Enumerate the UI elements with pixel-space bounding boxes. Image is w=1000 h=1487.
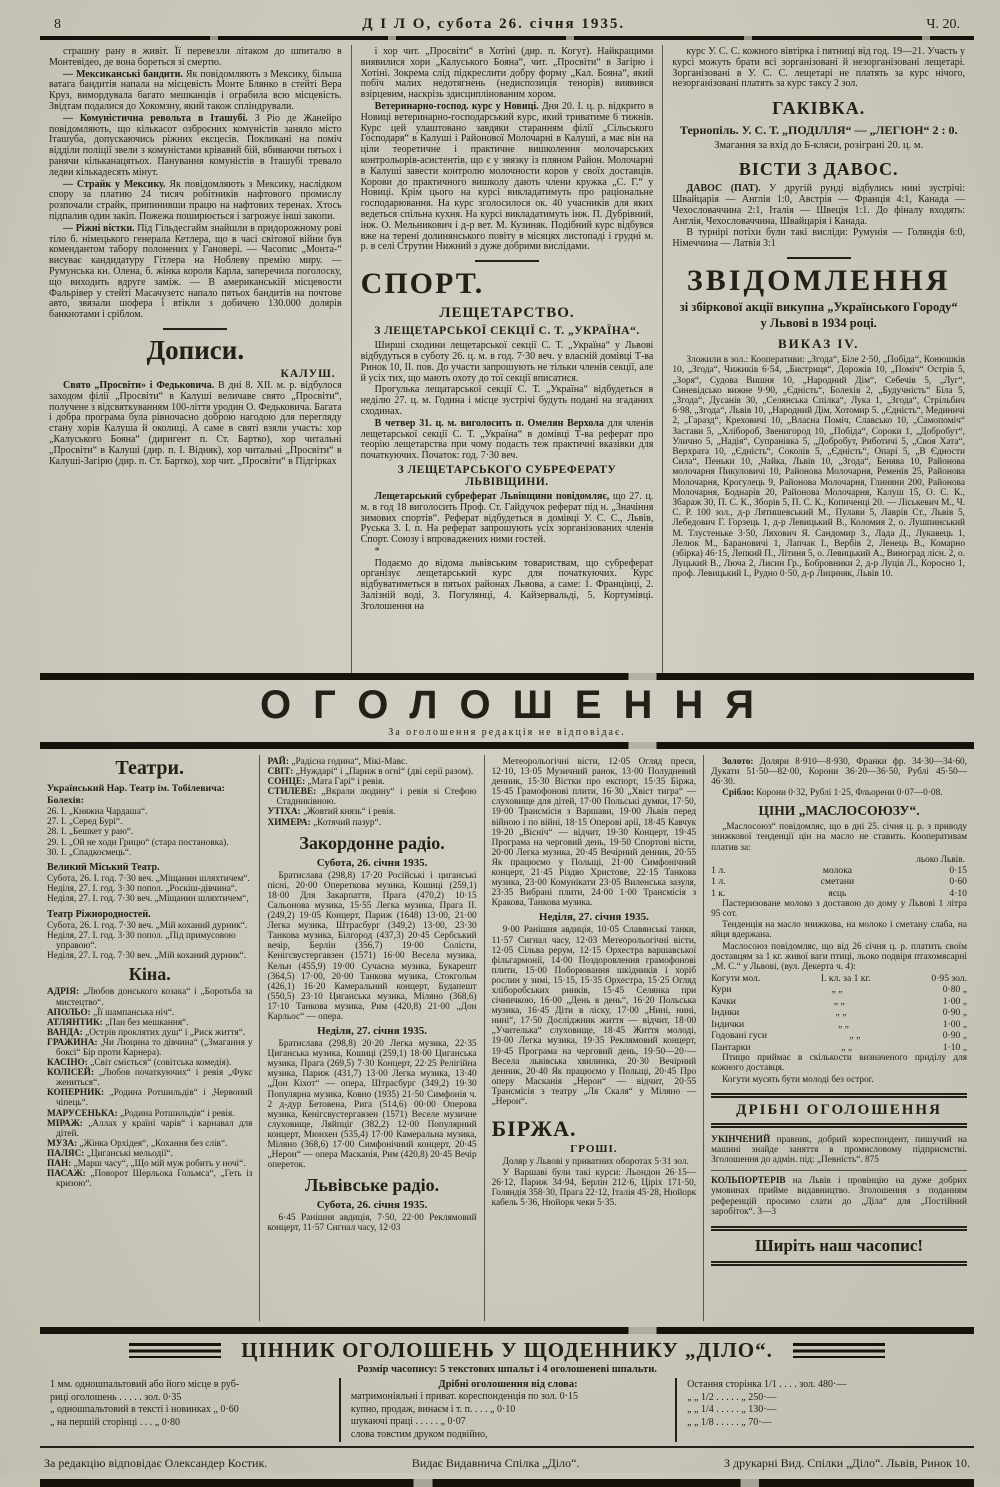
- heavy-rule: [40, 742, 974, 749]
- list-item: 1 л. сметани 0·60: [711, 876, 967, 888]
- cinema-listings-continued: [267, 757, 476, 828]
- radio-day-header: Неділя, 27. січня 1935.: [317, 1025, 428, 1038]
- announcements-title: ОГОЛОШЕННЯ: [260, 683, 776, 727]
- theater-name: Театр Ріжнородностей.: [47, 908, 151, 920]
- list-item: 1 мм. одношпальтовий або його місце в руб-: [50, 1379, 240, 1390]
- list-item: шукаючі праці . . . . . „ 0·07: [350, 1416, 466, 1427]
- donations-list: [672, 355, 965, 579]
- list-item: „ на першій сторінці . . . „ 0·80: [50, 1416, 181, 1428]
- column-news: [40, 45, 351, 673]
- list-item: „ одношпальтовий в тексті і новинках „ 0·60: [50, 1404, 239, 1415]
- radio-program-continued: Метеорольогічні вісти, 12·05 Огляд преси, 12·10, 13·05 Музичний ранок, 13·00 Полудневий денник, 15·30 Вістки про експорт, 15·35 Біржа, 15·45 Грамофонові плити, 16·30 „Хвіст тигра“ — слуховище для дітей, 17·00 Польські думки, 17·50, 19·00 Трансмісія з Варшави, 19·00 Львів перед війною і по війні, 18·15 Оперові арії, 18·45 Кавчук 19·20 „Вісніч“ — відчит, 19·30 Концерт, 19·45 Програма на черговий день, 19·50 Спортові вісти, 20·00 Легка музика, 20·45 Вечірний денник, 20·55 Як працюємо у Польщі, 21·00 Симфонічний концерт, 21·45 Різдво Христове, 22·15 Танкова музика, 23·00 Комунікати 23·05 Виленська зазуля, 23·35 Вибрані плити, 24·00 1·00 Трансмісія з Кракова, Танкова музика.: [491, 757, 697, 909]
- list-item: „ „ 1/4 . . . . . „ 130·—: [687, 1404, 777, 1415]
- list-item: МУЗА: „Жінка Орхідея“, „Кохання без слів“.: [47, 1138, 228, 1149]
- list-item: Птицю приймає в скількости визначеного приділу для кожного доставця.: [711, 1053, 967, 1074]
- radio-program: Братислава (298,8) 20·20 Легка музика, 22·35 Циганська музика, Кошиці (259,1) 18·00 Циганська музика, Прага (269,5) 7·30 Концерт, 22·25 Релігійна музика, Париж (431,7) 13·00 Легка музика, 13·40 „Дон Кіхот“ — опера, Штрасбург (349,2) 19·30 Популярна музика, Ковно (1935) 21·50 Симфонія ч. 2 д-дур Бетовена, Рига (514,6) 00·00 Оперова музика, Кенігсвустергавзен (1571) Веселе музичне слуховище, Ляйпціг (382,2) 12·00 Популярний концерт, Мюнхен (535,4) 17·00 Камеральна музика, Міляно (368,6) 17·00 Симфонічний концерт, 20·45 „Нерон“ — опера Масканія, Рим (420,8) 20·45 Вечір опереток.: [267, 1039, 477, 1171]
- section-divider: [163, 328, 227, 330]
- section-subheading: З ЛЕЩЕТАРСЬКОЇ СЕКЦІЇ С. Т. „УКРАЇНА“.: [374, 325, 640, 338]
- list-item: Когути мусять бути молоді без острог.: [722, 1074, 874, 1085]
- list-item: В четвер 31. ц. м. виголосить п. Омелян Верхола для членів лещетарської секції С. Т. „Україна“ в домівці Т-ва реферат про теорію лещетарства при чому подасть теж практичні вказівки для початкуючих. Початок: год. 7·30 веч.: [360, 417, 654, 462]
- list-item: Неділя, 27. І. год. 3·30 попол. „Під примусовою управою“.: [47, 930, 236, 952]
- list-item: — Мексиканські бандити. Як повідомляють з Мексику, більша ватага бандитів напала на місцевість Монте Блянко в стейті Вера Круз, вимордувала багато мешканців і ограбила всю місцевість. Звідтам подалися до Хокомзну, який також спліндрували.: [49, 68, 342, 112]
- heavy-rule: [40, 1327, 974, 1334]
- ad-rates-middle-header: Дрібні оголошення від слова:: [438, 1379, 578, 1390]
- radio-day-header: Субота, 26. січня 1935.: [316, 1199, 428, 1212]
- list-item: 28. І. „Бешкет у раю“.: [47, 827, 134, 838]
- list-item: риці оголошень . . . . . зол. 0·35: [50, 1391, 182, 1403]
- list-item: Субота, 26. І. год. 7·30 веч. „Мій коханий дурник“.: [47, 920, 248, 931]
- column-theaters: [40, 755, 259, 1321]
- list-item: — Ріжні вістки. Під Гільдесгайм знайшли в придорожному рові тіло б. німецького генерала Кетлера, що в часі світової війни був комендантом табору полонених у Гановері. — Часопис „Монта-“ висуває кандидатуру Гітлера на Ноблеву премію миру. — Румунська кн. Олена, б. жінка короля Карла, заперечила поголоску, що виходить вдруге заміж. — В американській місцевости Фальрівер у стейті Масачузетс напало пятьох бандитів на почтове авто, звязали шофера і втікли з добичею 130.000 долярів банкнотами і сріблом.: [49, 222, 342, 321]
- list-item: Пантарки „ „ 1·10 „: [711, 1041, 967, 1053]
- list-item: *: [374, 545, 380, 557]
- davos-body: [672, 184, 965, 250]
- list-item: АДРІЯ: „Любов донського козака“ і „Боротьба за мистецтво“.: [47, 987, 253, 1008]
- dopysy-heading: Дописи.: [146, 334, 245, 365]
- list-item: ПАН: „Марш часу“, „Що мій муж робить у ночі“.: [47, 1159, 246, 1170]
- list-item: Індики „ „ 0·90 „: [711, 1007, 967, 1019]
- theater-name: Великий Міський Театр.: [47, 862, 160, 874]
- column-sport: [351, 45, 663, 673]
- list-item: КОЛЬПОРТЕРІВ на Львів і провінцію на дуже добрих умовинах прийме видавництво. Зголошення з поданням референцій просимо слати до „Діла“ для „Постійний заробіток“. 3—3: [711, 1170, 967, 1217]
- match-note: Змагання за вхід до Б-кляси, розіграні 20. ц. м.: [714, 140, 924, 152]
- list-item: курс У. С. С. кожного вівтірка і пятниці від год. 19—21. Участь у курсі можуть брати всі зорганізовані й незорганізовані лещетарі. Зорганізовані в У. С. С. лещетарі не платять за курс нічого, незорганізовані платять за курс таксу 2 зол.: [672, 46, 966, 90]
- theater-schedule: [47, 921, 252, 962]
- announcements-banner: [40, 673, 974, 749]
- list-item: Субота, 26. І. год. 7·30 веч. „Міщанин шляхтичем“.: [47, 874, 250, 885]
- gakivka-heading: ГАКІВКА.: [772, 98, 866, 119]
- list-item: Подаємо до відома львівським товариствам, що субреферат організує лещетарський курс для початкуючих. Курс відбуватиметься в пятьох районах Львова, а саме: 1. Францівці, 2. Залізній воді, 3. Погулянці, 4. Кайзервальді, 5. Кортумівці. Зголошення на: [360, 557, 654, 612]
- maslosoyuz-heading: ЦІНИ „МАСЛОСОЮЗУ“.: [758, 803, 920, 819]
- course-continuation: [672, 47, 965, 90]
- ad-rates-right: [675, 1378, 974, 1442]
- poultry-notes: [711, 1053, 967, 1084]
- kalush-continuation: [361, 47, 654, 253]
- dopysy-body: [49, 381, 342, 467]
- list-item: страшну рану в живіт. Її перевезли літаком до шпиталю в Монтевідео, де вона бореться зі смертю.: [49, 46, 342, 68]
- list-item: ПАЛЯС: „Циганські мельодії“.: [47, 1148, 173, 1159]
- dairy-price-table: [711, 865, 967, 900]
- list-item: Неділя, 27. І. год. 3·30 попол. „Роскіш-дівчина“.: [47, 884, 238, 895]
- list-item: ХИМЕРА: „Котячий пазур“.: [267, 817, 381, 828]
- theaters-heading: Театри.: [115, 757, 185, 779]
- list-item: ДАВОС (ПАТ). У другій рунді відбулись нині зустрічі: Швайцарія — Англія 1:0, Австрія — Франція 4:1, Канада — Чехословаччина 2:1, Італія — Швеція 1:1. До фіналу входять: Англія, Чехословаччина, Швайцарія і Канада.: [672, 183, 966, 227]
- issue-number: Ч. 20.: [926, 17, 960, 32]
- list-item: КАСІНО: „Світ сміється“ (совітська комедія).: [47, 1058, 232, 1069]
- theater-schedule: [47, 807, 252, 858]
- dopysy-place: КАЛУШ.: [280, 367, 336, 380]
- list-item: ПАСАЖ: „Поворот Шерльока Гольмса“, „Геть із кризою“.: [47, 1169, 253, 1190]
- list-item: Індички „ „ 1·00 „: [711, 1018, 967, 1030]
- sport-body-1: [361, 341, 654, 462]
- list-item: Ветеринарно-господ. курс у Новиці. Дня 20. І. ц. р. відкрито в Новиці ветеринарно-господарський курс, який триватиме 6 тижнів. Курс цей улаштовано завдяки старанням філії „Сільського Господаря“ в Калуші і Районової Молочарні в Калуші, а має він на ціли теоретичне і практичне вишколення молочарських контрольорів-асистентів, що є у звязку із пляном Район. Молочарні в Калуші завести контролю молочности коров у своїх доставців. Корови до практичного вишколу дають члени кружка „С. Г.“ у Новиці. Крім цього на курсі викладатимуть про раціональне господарювання. На курс зголосилося ок. 40 учасників для яких ведеться спільна кухня. На курсі викладатимуть інж. П. Дубрівний, інж. О. Мельникович і д-р вет. М. Кузиняк. Подібний курс відбувся вже на терені долинянського повіту в місяцях листопаді і грудні м. р. в селі Струтин Нижний з дуже добрими вислідами.: [360, 100, 654, 253]
- metal-prices: [711, 757, 967, 798]
- bottom-rule: [40, 1479, 974, 1487]
- promo-slogan: Ширіть наш часопис!: [711, 1226, 967, 1266]
- list-item: Маслосоюз повідомляє, що від 26 січня ц. р. платить своїм доставцям за 1 кг. живої ваги птиці, льоко подвіря птахомясарні „М. С.“ у Львові, (вул. Декерта ч. 4):: [711, 941, 967, 972]
- announcements-disclaimer: За оголошення редакція не відповідає.: [388, 727, 626, 738]
- list-item: 1 к. яєць 4·10: [711, 887, 967, 899]
- list-item: — Комуністична револьта в Іташубі. З Ріо де Жанейро повідомляють, що кількасот озброєних комуністів заняло місто Іташуба, допускаючись ріжних ексцесів. Покликані на поміч відділи поліції звели з комуністами крівавий бій, вбиваючи пятьох і ранячи кільканацятьох. Панування комуністів в Іташубі тревало ледви кількадесять мінут.: [49, 112, 342, 178]
- leshchetarstvo-heading: ЛЕЩЕТАРСТВО.: [439, 305, 575, 322]
- bottom-section: [40, 755, 974, 1321]
- list-item: Тенденція на масло знижкова, на молоко і сметану слаба, на яйця вдержана.: [711, 920, 967, 941]
- list-item: і хор чит. „Просвіти“ в Хотіні (дир. п. Когут). Найкращими виявилися хори „Калуського Бояна“, чит. „Просвіти“ в Загірю і Хотіні. Зокрема слід підкреслити добру форму „Кал. Бояна“, який побіч малих недотягнень (недиспозиція тенорів) виявився взірцевим, наскрізь здисциплінованим хором.: [360, 46, 654, 101]
- list-item: 26. І. „Княжна Чардаша“.: [47, 807, 148, 817]
- news-briefs: [49, 47, 342, 321]
- radio-day-header: Субота, 26. січня 1935.: [316, 856, 428, 869]
- ad-rates-section: [40, 1327, 974, 1448]
- poultry-price-table: [711, 973, 967, 1054]
- theater-schedule: [47, 874, 252, 905]
- section-divider: [475, 260, 539, 262]
- top-section: [40, 45, 974, 673]
- money-heading: ГРОШІ.: [570, 1143, 618, 1156]
- imprint: [40, 1448, 974, 1471]
- section-divider: [787, 257, 851, 259]
- list-item: МІРАЖ: „Аллах у країні чарів“ і карнавал для дітей.: [47, 1118, 253, 1139]
- header-rule: [40, 36, 974, 40]
- list-item: купно, продаж, винаєм і т. п. . . . „ 0·10: [350, 1403, 516, 1415]
- list-item: Ширші сходини лещетарської секції С. Т. „Україна“ у Львові відбудуться в суботу 26. ц. м. в год. 7·30 веч. у власній домівці Т-ва Ринок 10, ІІ. пов. До участи запрошують не тільки членів секції, але й усіх тих, що мають охоту до тої секції вписатися.: [360, 340, 654, 384]
- exchange-heading: БІРЖА.: [491, 1116, 577, 1142]
- foreign-radio-heading: Закордонне радіо.: [299, 832, 445, 853]
- list-item: Пастеризоване молоко з доставою до дому у Львові 1 літра 95 сот.: [711, 899, 967, 920]
- list-item: РАЙ: „Радісна година“, Мікі-Мавс.: [267, 757, 408, 767]
- list-item: слова товстим друком подвійно,: [350, 1428, 488, 1440]
- radio-day-header: Неділя, 27. січня 1935.: [538, 911, 649, 924]
- vykaz-heading: ВИКАЗ IV.: [777, 336, 860, 352]
- list-item: АПОЛЬО: „Її шампанська ніч“.: [47, 1007, 175, 1018]
- ad-rates-table: [40, 1378, 974, 1448]
- list-item: СВІТ: „Нуждарі“ і „Париж в огні“ (дві серії разом).: [267, 767, 474, 778]
- column-reports: [662, 45, 974, 673]
- list-item: „ „ 1/8 . . . . . „ 70·—: [687, 1416, 772, 1428]
- davos-heading: ВІСТИ З ДАВОС.: [738, 159, 899, 180]
- match-score: Тернопіль. У. С. Т. „ПОДІЛЛЯ“ — „ЛЕГІОН“ 2 : 0.: [679, 123, 958, 138]
- cinemas-heading: Кіна.: [128, 964, 171, 985]
- list-item: СОНЦЕ: „Мата Гарі“ і ревія.: [267, 777, 385, 788]
- ad-rates-title: ЦІННИК ОГОЛОШЕНЬ У ЩОДЕННИКУ „ДІЛО“.: [241, 1338, 773, 1362]
- list-item: 27. І. „Серед Бурі“.: [47, 817, 123, 828]
- lviv-radio-heading: Львівське радіо.: [304, 1175, 440, 1196]
- list-item: Кури „ „ 0·80 „: [711, 984, 967, 996]
- list-item: УКІНЧЕНИЙ правник, добрий кореспондент, пишучий на машині знайде заняття в промисловому підприємстві. Зголошення до адмін. під: „Певність“. 875: [711, 1134, 967, 1165]
- list-item: 29. І. „Ой не ходи Грицю“ (стара постановка).: [47, 837, 229, 848]
- list-item: Лещетарський субреферат Львівщини повідомляє, що 27. ц. м. в год 18 виголосить Проф. Ст. Гайдучок реферат під н. „Значіння зимових спортів“. Реферат відбудеться в домівці У. С. С., Львів, Руська 3. І. п. На реферат запрошують усіх зорганізованих членів Спорт. Союзу і впроваджених ними гостей.: [360, 490, 654, 546]
- exchange-rates: [492, 1157, 696, 1208]
- zvidomlennya-heading: ЗВІДОМЛЕННЯ: [686, 263, 951, 297]
- list-item: Неділя, 27. І. год. 7·30 веч. „Мій коханий дурник“.: [47, 951, 247, 962]
- list-item: — Страйк у Мексику. Як повідомляють з Мексику, наслідком спору за платню 24 тисяч робітників нафтового промислу розпочали страйк, припинивши працю на нафтових теренах. Хтось підпалив один закіп. Пожежа поширюється і загрожує інші закопи.: [49, 178, 342, 222]
- zvidomlennya-subtitle: зі збіркової акції викупна „Українського Городу“: [679, 299, 958, 314]
- list-item: Зложили в зол.: Кооперативи: „Згода“, Біле 2·50, „Побіда“, Конюшків 10, „Згода“, Чижиків 6·54, „Бистриця“, Дорожів 10, „Поміч“ Острів 5, „Зоря“, Судова Вишня 10, „Народний Дім“, Себечів 5, „Луг“, Синевідсько вижне 9·90, „Єдність“, Болехів 2, „Будучність“ Біла 5, „Згода“, Дусанів 30, „Селянська Спілка“, Лука 1, „Згода“, Стрільбич 6·98, „Згода“, Львів 10, „Народний Дім, Хотомир 5. „Єдність“, Мединичі 2, „Гаразд“, Креховичі 10, „Власна Поміч, Славсько 10, „Самопоміч“ Застави 5, „Хлібороб, Звенигород 10, „Побіда“, Сороки 1, „Добробут“, Улично 5, „Надія“, Супранівка 5, „Добробут, Риботичі 5, „Своя Хата“, Верхрата 10, „Єдність“, Соколів 5, „Єдність“, Опарі 5, „В Єдности Сила“, Пеньки 10, „Чайка, Львів 10, „Згода“, Бенява 10, Районова молочарня Пикуловичі 10, Районова Молочарня, Ременів 25, Районова Молочарня, Крогулець 9, Районова Молочарня, Глиняни 200, Районова Молочарня, Боднарів 20, Районова Молочарня, Калуш 15, О. С. К., Збараж 30, П. С. К., Зборів 5, П. С. К., Копиченці 20. — Ліськевич М., Ч. С. Р. 100 зол., д-р Лятишевський М., Пулави 5, Лаврів Ст., Львів 5, Лебедович Г. Горзець 1, д-р Левицький В., Коломия 2, о. Лушпинський М. Тлустеньке 3·50, Ляхович Я. Сандомир 3., Лада Д., Лукавець 1, Лелюк М., Барановичі 1, Лапчак І., Вербів 2, Ленець В., Комарно (збірка) 46·15, Лепкий П., Літиня 5, о. Левицький А., Виноград лісн. 2, о. Луцький В., Люча 2, Лисин Гр., Бобровники 2, д-р Луців Л., Коросно 1, проф. Левицький І., Рудно 0·50, д-р Лициняк, Львів 10.: [672, 355, 966, 580]
- ad-rates-header: [40, 1338, 974, 1363]
- ad-rates-left: [40, 1378, 339, 1442]
- list-item: 1 л. молока 0·15: [711, 864, 967, 876]
- list-item: Прогулька лещатарської секції С. Т. „Україна“ відбудеться в неділю 27. ц. м. Година і місце зустрічі будуть подані на згаданих сходинах.: [360, 384, 654, 417]
- list-item: УТІХА: „Жовтий князь“ і ревія.: [267, 807, 396, 818]
- list-item: Когути мол. І. кл. за 1 кг. 0·95 зол.: [711, 972, 967, 984]
- ad-rates-middle-lines: [351, 1391, 665, 1441]
- radio-program: 6·45 Ранішня авдиція, 7·50, 22·00 Реклямовий концерт, 11·57 Сигнал часу, 12·03: [267, 1213, 477, 1234]
- masthead-title: Д І Л О, субота 26. січня 1935.: [362, 16, 626, 32]
- list-item: Неділя, 27. І. год. 7·30 веч. „Міщанин шляхтичем“,: [47, 894, 249, 905]
- sport-heading: СПОРТ.: [360, 267, 485, 301]
- triple-rule-ornament: [793, 1343, 885, 1358]
- list-item: Остання сторінка 1/1 . . . . зол. 480·—: [687, 1379, 847, 1390]
- printer-credit: З друкарні Вид. Спілки „Діло“. Львів, Ринок 10.: [723, 1456, 970, 1470]
- list-item: матримоніяльні і приват. кореспонденція по зол. 0·15: [350, 1391, 578, 1402]
- list-item: ВАНДА: „Острів проклятих душ“ і „Риск життя“.: [47, 1027, 246, 1038]
- ad-rates-middle: [339, 1378, 675, 1442]
- ad-rates-subtitle: Розмір часопису: 5 текстових шпальт і 4 оголошеневі шпальти.: [357, 1364, 657, 1375]
- maslosoyuz-notes: [711, 899, 967, 972]
- page-number: 8: [54, 17, 61, 32]
- triple-rule-ornament: [129, 1343, 221, 1358]
- list-item: ГРАЖИНА: „Чи Люцина то дівчина“ („Змагання у боксі“ Бір проти Карнера).: [47, 1037, 253, 1058]
- list-item: КОПЕРНИК: „Родина Ротшильдів“ і „Червоний чіпець“.: [47, 1088, 253, 1109]
- masthead: [40, 14, 974, 36]
- list-item: Золото: Доляри 8·910—8·930, Франки фр. 34·30—34·60, Дукати 51·50—82·00, Корони 36·20—36·50, Рублі 45·50—46·30.: [711, 757, 967, 788]
- list-item: АТЛЯНТИК: „Пан без мешкання“.: [47, 1017, 189, 1028]
- sport-body-2: [361, 492, 654, 613]
- column-radio: [259, 755, 483, 1321]
- publisher-credit: Видає Видавнича Спілка „Діло“.: [411, 1456, 580, 1470]
- column-exchange: [484, 755, 703, 1321]
- list-item: СТИЛЕВЕ: „Вкрали людину“ і ревія зі Стефою Стадниківною.: [267, 787, 477, 808]
- column-prices-ads: [703, 755, 974, 1321]
- cinema-listings: [47, 987, 252, 1189]
- price-table-header: льоко Львів.: [916, 854, 965, 865]
- radio-program: 9·00 Ранішня авдиція, 10·05 Славянські танки, 11·57 Сигнал часу, 12·03 Метеорольогічні вісти, 12·05 Сільва рерум, 12·15 Орхестра варшавської фільгармонії, 14·00 Поздоровлення грамофонові плити, 15·00 Поборювання шкідників і хоріб рослин у зимі, 15·15, 15·35 Орхестра, 15·25 Огляд хліборобських ринків, 15·45 Селянка при січничкою, 16·00 „День в день“, 16·20 Польська музика, 16·45 Діти в ліску, 17·00 „Нині, нині, нині“, 17·50 Досліджник життя — відчит, 18·00 „Учителька“ слуховище, 18·45 Життя молоді, 19·00 Легка музика, 19·35 Реклямовий концерт, 19·45 Програма на черговий день, 19·50—20·— Весела львівська хвилинка, 20·30 Вечірний денник, 20·40 Як працюємо у Польщі, 20·45 Про оперу Масканія „Нерон“ — відчит, 20·55 Трансмісія з театру „Ля Скаля“ у Міляно — „Нерон“.: [491, 925, 697, 1107]
- list-item: 30. І. „Спадкоємець“.: [47, 847, 132, 858]
- classifieds-heading: ДРІБНІ ОГОЛОШЕННЯ: [711, 1093, 967, 1128]
- list-item: КОЛІСЕЙ: „Любов початкуючих“ і ревія „Фукс жениться“.: [47, 1068, 253, 1089]
- list-item: Срібло: Корони 0·32, Рублі 1·25, Фльорени 0·07—0·08.: [722, 788, 943, 799]
- list-item: У Варшаві були такі курси: Льондон 26·15—26·12, Париж 34·94, Берлін 212·6, Ціріх 171·50, Голяндія 358·30, Прага 22·12, Італія 45·28, Нюйорк кабель 5·36, Нюйорк чеки 5·35.: [491, 1168, 697, 1209]
- list-item: „ „ 1/2 . . . . . „ 250·—: [687, 1391, 777, 1403]
- theater-name: Український Нар. Театр ім. Тобілевича:: [47, 783, 225, 794]
- classified-ads: [711, 1135, 967, 1217]
- list-item: Годовані гуси „ „ 0·90 „: [711, 1030, 967, 1042]
- radio-program: Братислава (298,8) 17·20 Російські і циганські пісні, 20·00 Опереткова музика, Кошиці (259,1) 18·00 Для Закарпаття, Прага (470,2) 10·15 Сальонова музика, 15·55 Легка музика, Прага ІІ. (249,2) 19·05 Концерт, Париж (1648) 13·00, 21·00 Легка музика, Штрасбург (349,2) 13·00, 23·30 Танкова музика, Білгород (437,3) 20·45 Сербський вечір, Берлін (356,7) 19·00 Солісти, Кенігсвустергавзен (1571) 16·00 Весела музика, Кельн (455,9) 19·00 Сучасна музика, Букарешт (364,5) 17·00, 20·00 Танкова музика, Стокгольм (426,1) 16·20 Камеральний концерт, Будапешт (550,5) 23·10 Циганська музика, Міляно (368,6) 17·10 Танкова музика, Рим (420,8) 21·00 „Дон Карльос“ — опера.: [267, 870, 477, 1022]
- list-item: Качки „ „ 1·00 „: [711, 995, 967, 1007]
- theater-location: Болехів:: [47, 795, 85, 806]
- list-item: Свято „Просвіти» і Федьковича. В дні 8. XII. м. р. відбулося заходом філії „Просвіти“ в Калуші величаве свято „Просвіти“, получене з відсвяткуванням 100-ліття уродин О. Федьковича. Багата і добра програма була рівночасно доброю нагодою для перегляду стану хорів Калуша й околиці. А саме в святі взяли участь: хор „Калуського Бояна“ (диригент п. Ст. Бартко), хор читальні „Просвіти“ в Калуші (дир. п. І. Відняк), хор читальні „Просвіти“ в Калуші-Загірю (дир. п. Ст. Бартко), хор чит. „Просвіти“ в Підгірках: [49, 379, 342, 467]
- maslosoyuz-notice: „Маслосоюз“ повідомляє, що в дні 25. січня ц. р. з приводу знижкової тенденції цін на масло не ставить. Кооперативам платив за:: [711, 822, 967, 853]
- list-item: МАРУСЕНЬКА: „Родина Ротшильдів“ і ревія.: [47, 1108, 235, 1119]
- heavy-rule: [40, 673, 974, 680]
- list-item: В турнірі потіхи були такі висліди: Румунія — Голяндія 6:0, Німеччина — Латвія 3:1: [672, 227, 966, 250]
- zvidomlennya-subtitle: у Львові в 1934 році.: [760, 315, 877, 330]
- list-item: Доляр у Львові у приватних оборотах 5·31 зол.: [502, 1157, 689, 1168]
- editor-credit: За редакцію відповідає Олександер Костик.: [44, 1456, 268, 1470]
- section-subheading: З ЛЕЩЕТАРСЬКОГО СУБРЕФЕРАТУ ЛЬВІВЩИНИ.: [397, 463, 617, 488]
